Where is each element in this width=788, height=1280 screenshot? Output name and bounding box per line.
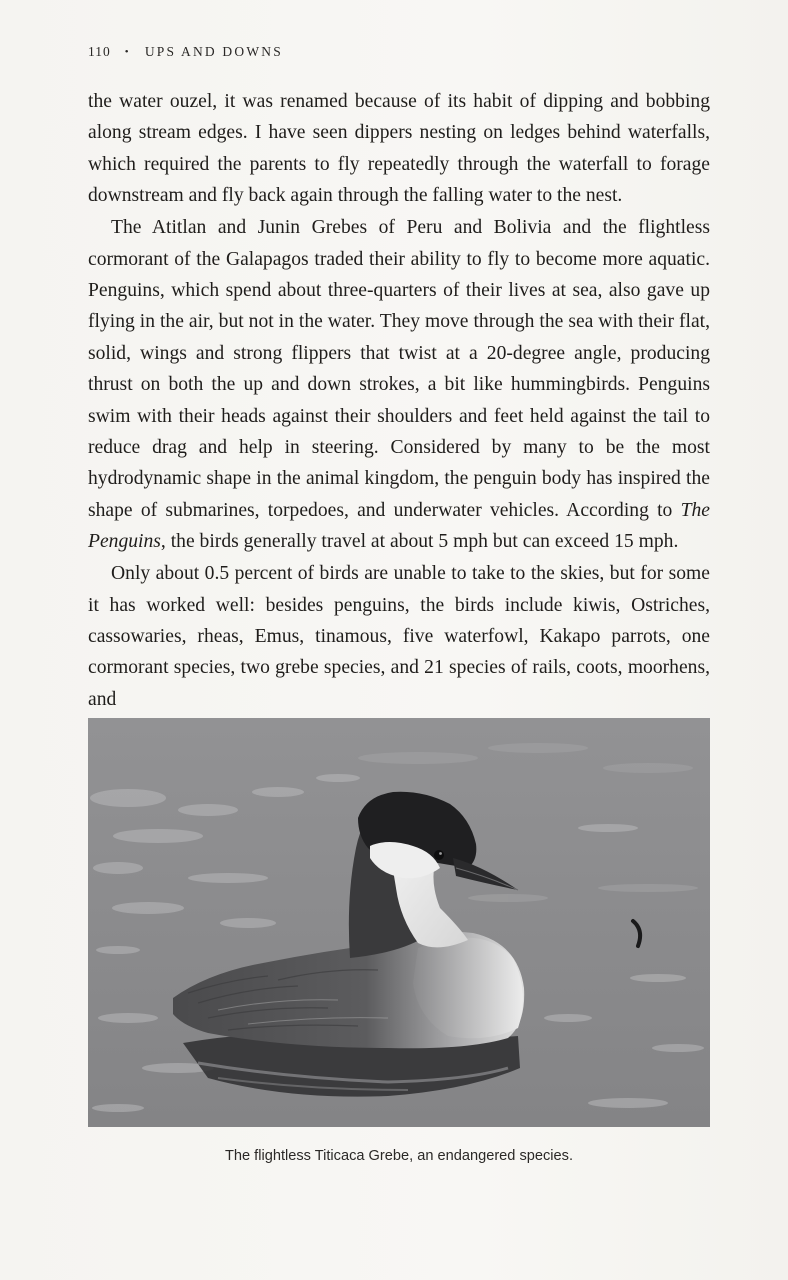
running-head — [88, 44, 283, 60]
chapter-title: UPS AND DOWNS — [144, 44, 283, 59]
page-number: 110 — [88, 44, 111, 59]
paragraph-3: Only about 0.5 percent of birds are unable to take to the skies, but for some it has worked well: besides penguins, the birds include kiwis, Ostriches, cassowaries, rheas, Emus, tinamous, five waterfowl, Kakapo parrots, one cormorant species, two grebe species, and 21 species of rails, coots, moorhens, and — [88, 563, 710, 710]
figure-caption: The flightless Titicaca Grebe, an endangered species. — [224, 1148, 574, 1164]
body-text — [88, 86, 710, 715]
grebe-photo — [88, 718, 710, 1127]
book-title-reference: The Penguins — [88, 499, 710, 553]
paragraph-2-end: , the birds generally travel at about 5 mph but can exceed 15 mph. — [160, 531, 679, 553]
paragraph-1: the water ouzel, it was renamed because of its habit of dipping and bobbing along stream edges. I have seen dippers nesting on ledges behind waterfalls, which required the parents to fly repeatedly through the waterfall to forage downstream and fly back again through the falling water to the nest. — [88, 91, 710, 207]
grebe-illustration — [88, 718, 710, 1127]
bird-eye — [434, 850, 444, 860]
header-separator: • — [124, 46, 131, 58]
paragraph-2-text: The Atitlan and Junin Grebes of Peru and Bolivia and the flightless cormorant of the Galapagos traded their ability to fly to become more aquatic. Penguins, which spend about three-quarters of their lives at sea, also gave up flying in the air, but not in the water. They move through the sea with their flat, solid, wings and strong flippers that twist at a 20-degree angle, producing thrust on both the up and down strokes, a bit like hummingbirds. Penguins swim with their heads against their shoulders and feet held against the tail to reduce drag and help in steering. Considered by many to be the most hydrodynamic shape in the animal kingdom, the penguin body has inspired the shape of submarines, torpedoes, and underwater vehicles. According to — [88, 217, 710, 521]
paragraph-2 — [88, 212, 710, 557]
